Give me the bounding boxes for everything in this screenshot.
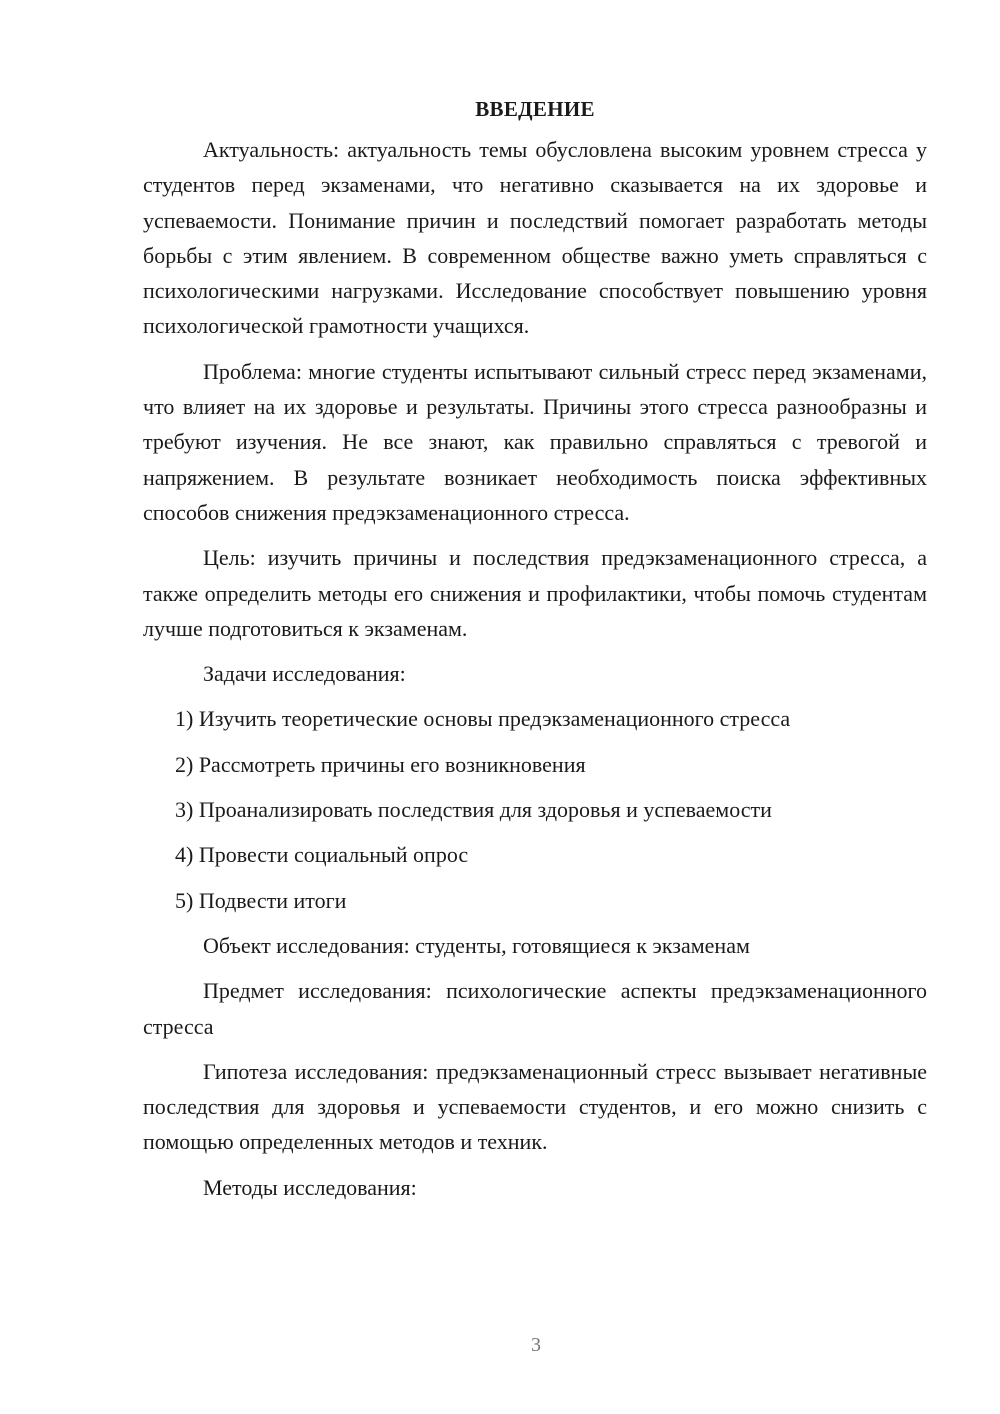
task-item-2: 2) Рассмотреть причины его возникновения xyxy=(175,751,586,777)
goal-paragraph: Цель: изучить причины и последствия предэкзаменационного стресса, а также определить методы его снижения и профилактики, чтобы помочь студентам лучше подготовиться к экзаменам. xyxy=(143,545,927,641)
research-hypothesis: Гипотеза исследования: предэкзаменационный стресс вызывает негативные последствия для здоровья и успеваемости студентов, и его можно снизить с помощью определенных методов и техник. xyxy=(143,1058,927,1155)
relevance-paragraph: Актуальность: актуальность темы обусловлена высоким уровнем стресса у студентов перед экзаменами, что негативно сказывается на их здоровье и успеваемости. Понимание причин и последствий помогает разработать методы борьбы с этим явлением. В современном обществе важно уметь справляться с психологическими нагрузками. Исследование способствует повышению уровня психологической грамотности учащихся. xyxy=(143,137,927,339)
task-item-1: 1) Изучить теоретические основы предэкзаменационного стресса xyxy=(175,706,791,732)
research-subject: Предмет исследования: психологические аспекты предэкзаменационного стресса xyxy=(143,978,927,1039)
tasks-heading: Задачи исследования: xyxy=(203,661,406,687)
page-number: 3 xyxy=(531,1334,541,1356)
section-title: ВВЕДЕНИЕ xyxy=(475,97,595,121)
problem-paragraph: Проблема: многие студенты испытывают сильный стресс перед экзаменами, что влияет на их здоровье и результаты. Причины этого стресса разнообразны и требуют изучения. Не все знают, как правильно справляться с тревогой и напряжением. В результате возникает необходимость поиска эффективных способов снижения предэкзаменационного стресса. xyxy=(143,358,927,525)
tasks-list xyxy=(143,701,927,917)
task-item-4: 4) Провести социальный опрос xyxy=(175,842,469,868)
task-item-3: 3) Проанализировать последствия для здоровья и успеваемости xyxy=(175,797,772,823)
task-item-5: 5) Подвести итоги xyxy=(175,887,347,913)
page-content xyxy=(143,92,927,1215)
research-methods: Методы исследования: xyxy=(203,1174,417,1200)
research-object: Объект исследования: студенты, готовящиеся к экзаменам xyxy=(203,932,750,958)
